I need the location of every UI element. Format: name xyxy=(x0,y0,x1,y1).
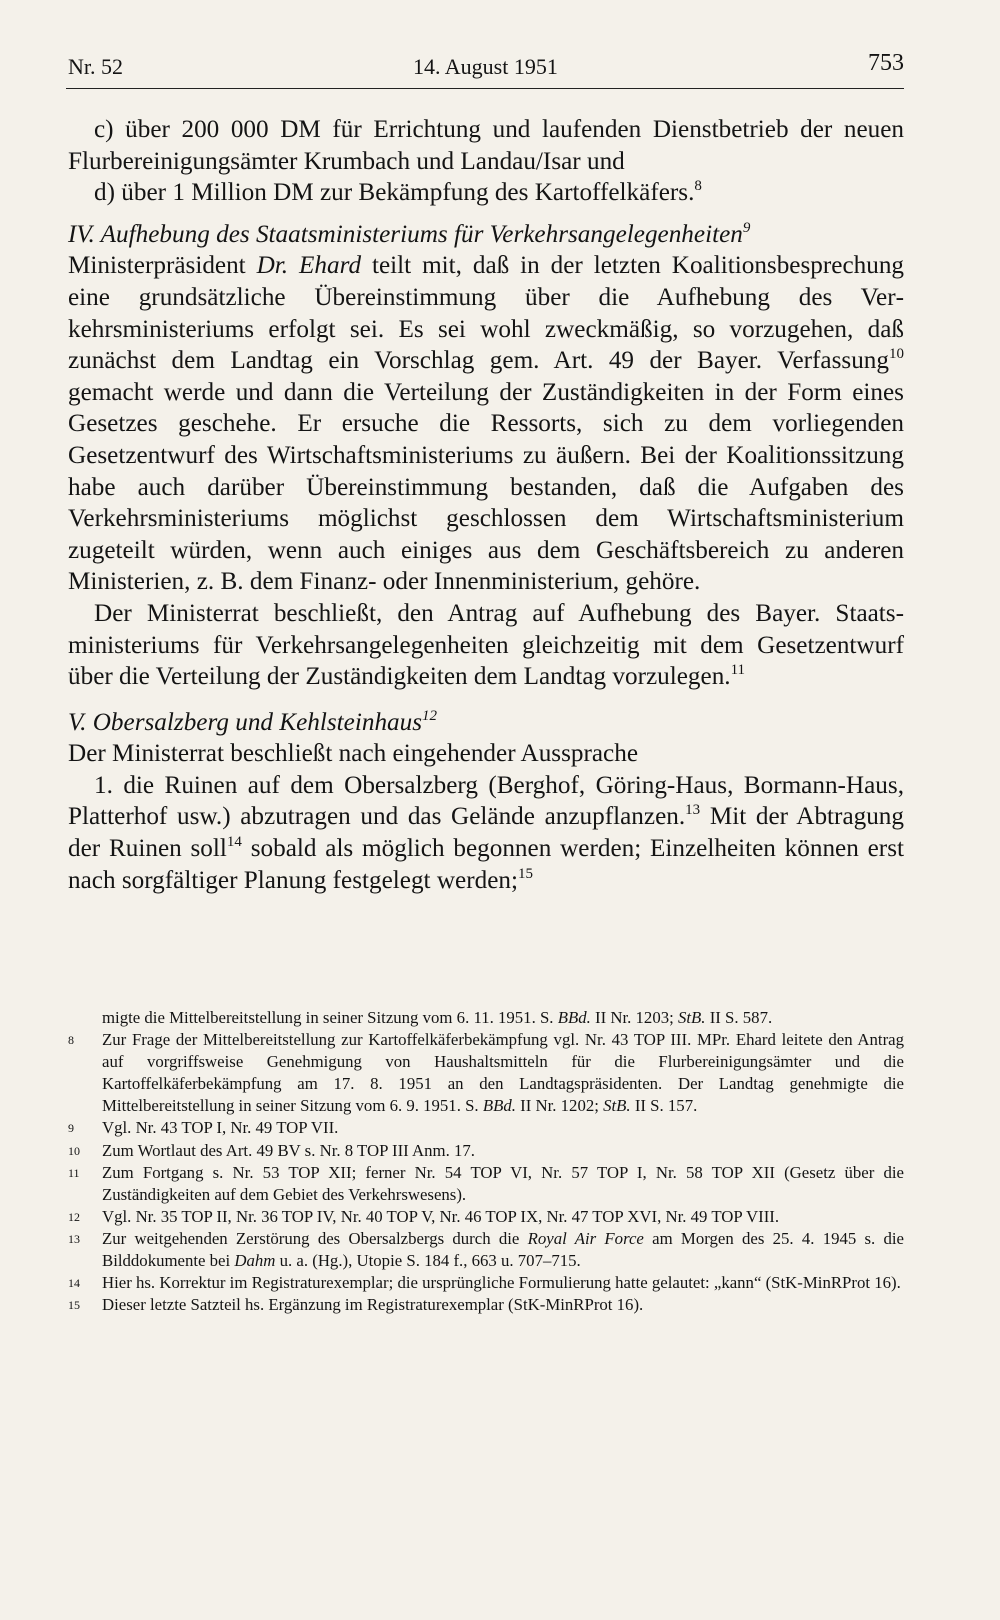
main-text xyxy=(68,114,904,896)
page-number: 753 xyxy=(868,50,904,76)
text-run: II Nr. 1203; xyxy=(595,1008,674,1027)
paragraph-item-c: c) über 200 000 DM für Errichtung und laufenden Dienstbetrieb der neuen Flurbereinigungsämter Krumbach und Landau/Isar und xyxy=(68,116,904,175)
section-title: Aufhebung des Staatsministeriums für Verkehrsangelegenheiten xyxy=(100,220,743,248)
footnote-12 xyxy=(68,1206,904,1228)
section-number: V. xyxy=(68,708,87,736)
footnote-ref: 8 xyxy=(694,178,702,195)
footnote-ref: 11 xyxy=(730,662,746,679)
footnote-ref: 9 xyxy=(742,219,751,236)
text-run: Royal Air Force xyxy=(527,1228,644,1248)
section-heading-iv xyxy=(68,219,904,251)
footnote-ref: 12 xyxy=(422,707,438,724)
paragraph-item-1 xyxy=(68,770,904,896)
footnote-number: 13 xyxy=(68,1231,80,1246)
text-run: gemacht werde und dann die Verteilung der Zuständigkeiten in der Form eines Gesetzes geschehe. Er ersuche die Ressorts, sich zu dem vorliegenden Gesetzentwurf des Wirtschaftsministeriums zu äußern. Bei der Koalitionssitzung habe auch darüber Übereinstimmung bestanden, daß die Aufgaben des Verkehrsministeriums möglichst geschlossen dem Wirtschaftsministerium zugeteilt würden, wenn auch einiges aus dem Geschäftsbereich zu anderen Ministerien, z. B. dem Finanz- oder Innenministerium, gehöre. xyxy=(68,378,904,596)
footnote-ref: 15 xyxy=(517,865,533,882)
text-run: am Morgen des 25. 4. 1945 s. die Bilddokumente bei xyxy=(102,1228,904,1271)
text-run: Dahm xyxy=(234,1251,276,1271)
text-run: Vgl. Nr. 43 TOP I, Nr. 49 TOP VII. xyxy=(102,1118,339,1138)
text-run: Zur Frage der Mittelbereitstellung zur Kartoffelkäferbekämpfung vgl. Nr. 43 TOP III. MPr. Ehard leitete den Antrag auf vorgriffsweise Genehmigung von Haushaltsmitteln für die Flurbereinigungsämter und die Kartoffelkäferbekämpfung am 17. 8. 1951 an den Landtagspräsidenten. Der Landtag genehmigte die Mittelbereitstellung in seiner Sitzung vom 6. 9. 1951. S. xyxy=(102,1030,904,1116)
footnotes xyxy=(68,1007,904,1316)
footnote-11 xyxy=(68,1162,904,1206)
footnote-number: 12 xyxy=(68,1209,80,1224)
footnote-number: 10 xyxy=(68,1143,80,1158)
header-date: 14. August 1951 xyxy=(413,54,558,79)
footnote-10 xyxy=(68,1140,904,1162)
text-run: BBd. xyxy=(482,1096,516,1116)
text-run: u. a. (Hg.), Utopie S. 184 f., 663 u. 707–715. xyxy=(279,1251,581,1271)
paragraph-decision: Der Ministerrat beschließt nach eingehender Aussprache xyxy=(68,740,639,768)
text-run: sobald als möglich begonnen werden; Einzelheiten können erst nach sorgfältiger Planung festgelegt werden; xyxy=(68,835,904,894)
text-run: Vgl. Nr. 35 TOP II, Nr. 36 TOP IV, Nr. 40 TOP V, Nr. 46 TOP IX, Nr. 47 TOP XVI, Nr. 49 TOP VIII. xyxy=(102,1206,780,1226)
paragraph-item-d xyxy=(68,177,904,209)
running-header xyxy=(68,48,904,88)
text-run: migte die Mittelbereitstellung in seiner Sitzung vom 6. 11. 1951. S. xyxy=(102,1008,554,1027)
item-d-text: d) über 1 Million DM zur Bekämpfung des Kartoffelkäfers. xyxy=(94,179,695,207)
footnote-ref: 10 xyxy=(889,346,904,363)
text-run: II S. 587. xyxy=(709,1008,773,1027)
text-run: Der Ministerrat beschließt, den Antrag auf Aufhebung des Bayer. Staatsministeriums für Verkehrsangelegenheiten gleichzeitig mit dem Gesetzentwurf über die Verteilung der Zuständigkeiten dem Landtag vorzulegen. xyxy=(68,599,904,691)
text-run: Zum Fortgang s. Nr. 53 TOP XII; ferner Nr. 54 TOP VI, Nr. 57 TOP I, Nr. 58 TOP XII (Gesetz über die Zuständigkeiten auf dem Gebiet des Verkehrswesens). xyxy=(102,1162,904,1204)
footnote-number: 11 xyxy=(68,1165,80,1180)
text-run: Ministerpräsident xyxy=(68,252,246,280)
footnote-8 xyxy=(68,1029,904,1117)
footnote-ref: 14 xyxy=(226,834,242,851)
footnote-14 xyxy=(68,1272,904,1294)
paragraph-ehard xyxy=(68,250,904,598)
text-run: teilt mit, daß in der letzten Koalitionsbesprechung eine grundsätzliche Übereinstimmung über die Aufhebung des Verkehrsministeriums erfolgt sei. Es sei wohl zweckmäßig, so vorzugehen, daß zunächst dem Landtag ein Vorschlag gem. Art. 49 der Bayer. Verfassung xyxy=(68,252,905,375)
text-run: Dieser letzte Satzteil hs. Ergänzung im Registraturexemplar (StK-MinRProt 16). xyxy=(102,1295,644,1315)
paragraph-resolution xyxy=(68,598,904,693)
text-run: II S. 157. xyxy=(634,1096,698,1116)
text-run: BBd. xyxy=(557,1008,591,1027)
person-name: Dr. Ehard xyxy=(256,252,362,280)
footnote-number: 15 xyxy=(68,1298,80,1313)
text-run: II Nr. 1202; xyxy=(520,1096,599,1116)
section-number: IV. xyxy=(68,220,95,248)
text-run: Zur weitgehenden Zerstörung des Obersalzbergs durch die xyxy=(102,1228,520,1248)
footnote-15 xyxy=(68,1294,904,1316)
footnote-number: 8 xyxy=(68,1033,74,1048)
text-run: 1. die Ruinen auf dem Obersalzberg (Berghof, Göring-Haus, Bormann-Haus, Platterhof usw.) abzutragen und das Gelände anzupflanzen. xyxy=(68,771,904,831)
header-rule xyxy=(66,88,904,89)
text-run: Hier hs. Korrektur im Registraturexemplar; die ursprüngliche Formulierung hatte gelautet: „kann“ (StK-MinRProt 16). xyxy=(102,1273,901,1293)
footnote-13 xyxy=(68,1228,904,1272)
footnote-ref: 13 xyxy=(685,802,701,819)
text-run: Zum Wortlaut des Art. 49 BV s. Nr. 8 TOP III Anm. 17. xyxy=(102,1140,475,1160)
section-title: Obersalzberg und Kehlsteinhaus xyxy=(92,708,423,736)
text-run: Mit der Abtragung der Ruinen soll xyxy=(68,803,904,863)
document-number: Nr. 52 xyxy=(68,54,123,79)
text-run: StB. xyxy=(603,1096,631,1116)
footnote-continuation xyxy=(68,1007,904,1029)
section-heading-v xyxy=(68,707,904,739)
footnote-number: 9 xyxy=(68,1121,74,1136)
footnote-9 xyxy=(68,1117,904,1139)
footnote-number: 14 xyxy=(68,1276,80,1291)
text-run: StB. xyxy=(677,1008,706,1027)
